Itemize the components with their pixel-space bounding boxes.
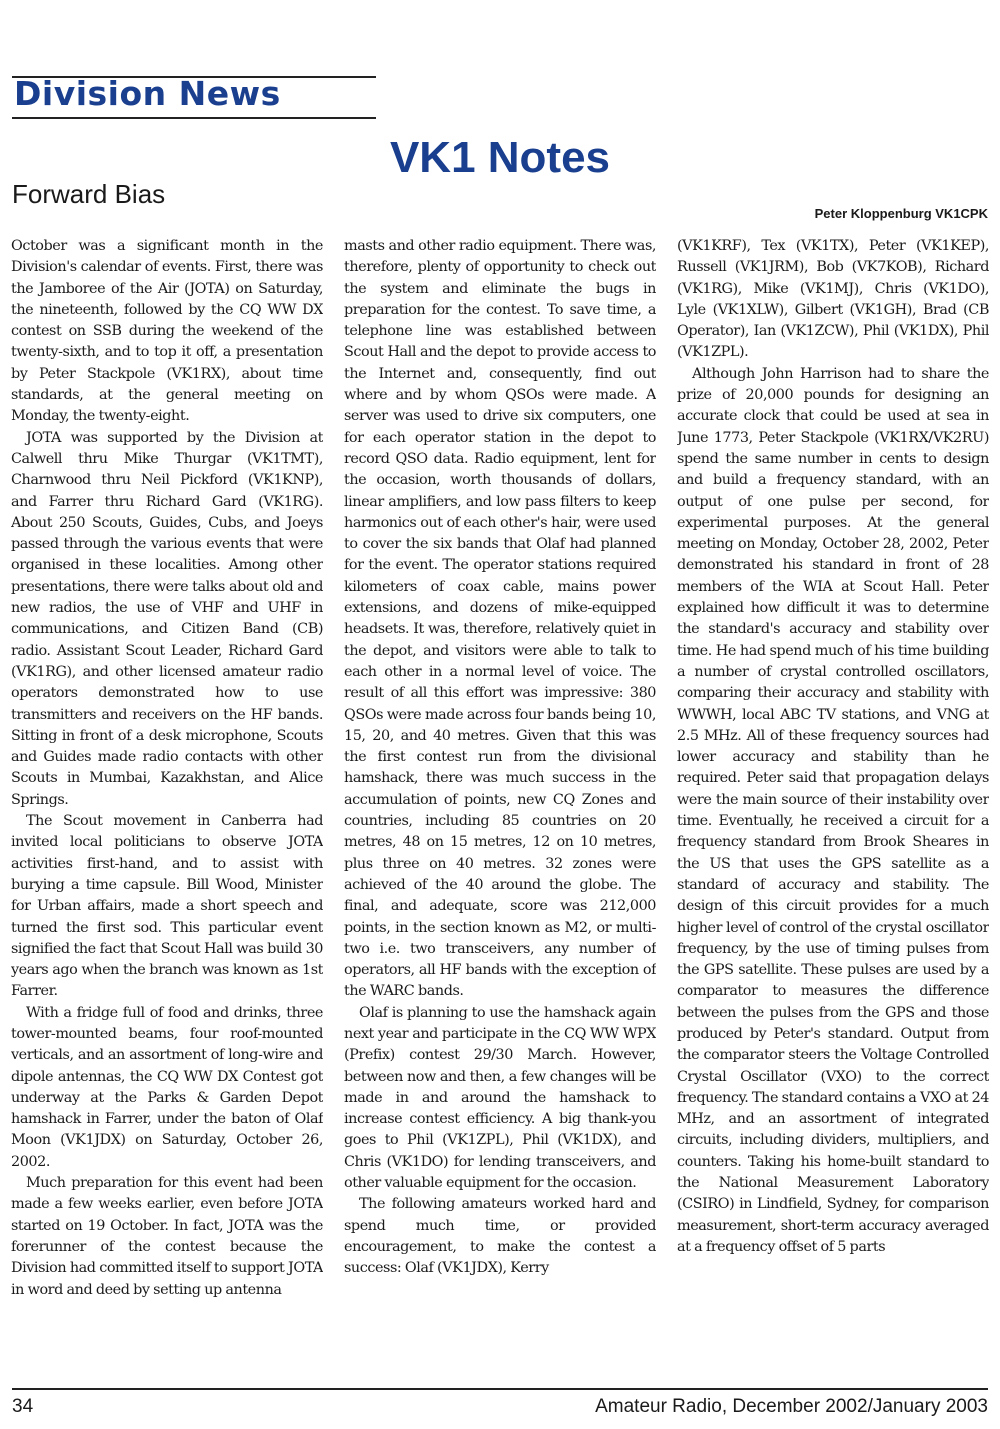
paragraph: With a fridge full of food and drinks, three tower-mounted beams, four roof-mounted verticals, and an assortment of long-wire and dipole antennas, the CQ WW DX Contest got underway at the Parks & Garden Depot hamshack in Farrer, under the baton of Olaf Moon (VK1JDX) on Saturday, October 26, 2002.	[11, 1004, 323, 1170]
paragraph: Olaf is planning to use the hamshack again next year and participate in the CQ WW WPX (Prefix) contest 29/30 March. However, between now and then, a few changes will be made in and around the hamshack to increase contest efficiency. A big thank-you goes to Phil (VK1ZPL), Phil (VK1DX), and Chris (VK1DO) for lending transceivers, and other valuable equipment for the occasion.	[344, 1004, 656, 1192]
article-subtitle: Forward Bias	[12, 179, 166, 209]
publication-footer: Amateur Radio, December 2002/January 2003	[595, 1396, 988, 1417]
header-rule-bottom	[12, 117, 376, 119]
paragraph: JOTA was supported by the Division at Calwell thru Mike Thurgar (VK1TMT), Charnwood thru Neil Pickford (VK1KNP), and Farrer thru Richard Gard (VK1RG). About 250 Scouts, Guides, Cubs, and Joeys passed through the various events that were organised in these localities. Among other presentations, there were talks about old and new radios, the use of VHF and UHF in communications, and Citizen Band (CB) radio. Assistant Scout Leader, Richard Gard (VK1RG), and other licensed amateur radio operators demonstrated how to use transmitters and receivers on the HF bands. Sitting in front of a desk microphone, Scouts and Guides made radio contacts with other Scouts in Mumbai, Kazakhstan, and Alice Springs.	[11, 429, 323, 808]
paragraph: (VK1KRF), Tex (VK1TX), Peter (VK1KEP), Russell (VK1JRM), Bob (VK7KOB), Richard (VK1RG), Mike (VK1MJ), Chris (VK1DO), Lyle (VK1XLW), Gilbert (VK1GH), Brad (CB Operator), Ian (VK1ZCW), Phil (VK1DX), Phil (VK1ZPL).	[677, 238, 989, 361]
paragraph: Much preparation for this event had been made a few weeks earlier, even before JOTA started on 19 October. In fact, JOTA was the forerunner of the contest because the Division had committed itself to support JOTA in word and deed by setting up antenna	[11, 1175, 323, 1298]
paragraph: The following amateurs worked hard and spend much time, or provided encouragement, to make the contest a success: Olaf (VK1JDX), Kerry	[344, 1196, 656, 1277]
paragraph: October was a significant month in the Division's calendar of events. First, there was the Jamboree of the Air (JOTA) on Saturday, the nineteenth, followed by the CQ WW DX contest on SSB during the weekend of the twenty-sixth, and to top it off, a presentation by Peter Stackpole (VK1RX), about time standards, at the general meeting on Monday, the twenty-eight.	[11, 238, 323, 425]
section-title: Division News	[14, 74, 281, 113]
text-column-1	[11, 236, 323, 1384]
article-title: VK1 Notes	[389, 133, 611, 182]
text-column-3	[677, 236, 989, 1384]
paragraph: The Scout movement in Canberra had invited local politicians to observe JOTA activities first-hand, and to assist with burying a time capsule. Bill Wood, Minister for Urban affairs, made a short speech and turned the first sod. This particular event signified the fact that Scout Hall was build 30 years ago when the branch was known as 1st Farrer.	[11, 813, 323, 1000]
paragraph: Although John Harrison had to share the prize of 20,000 pounds for designing an accurate clock that could be used at sea in June 1773, Peter Stackpole (VK1RX/VK2RU) spend the same number in cents to design and build a frequency standard, with an output of one pulse per second, for experimental purposes. At the general meeting on Monday, October 28, 2002, Peter demonstrated his standard in front of 28 members of the WIA at Scout Hall. Peter explained how difficult it was to determine the standard's accuracy and stability over time. He had spend much of his time building a number of crystal controlled oscillators, comparing their accuracy and stability with WWWH, local ABC TV stations, and VNG at 2.5 MHz. All of these frequency sources had lower accuracy and stability than he required. Peter said that propagation delays were the main source of their instability over time. Eventually, he received a circuit for a frequency standard from Brook Sheares in the US that uses the GPS satellite as a standard of accuracy and stability. The design of this circuit provides for a much higher level of control of the crystal oscillator frequency, by the use of timing pulses from the GPS satellite. These pulses are used by a comparator to measures the difference between the pulses from the GPS and those produced by Peter's standard. Output from the comparator steers the Voltage Controlled Crystal Oscillator (VXO) to the correct frequency. The standard contains a VXO at 24 MHz, and an assortment of integrated circuits, including dividers, multipliers, and counters. Taking his home-built standard to the National Measurement Laboratory (CSIRO) in Lindfield, Sydney, for comparison measurement, short-term accuracy averaged at a frequency offset of 5 parts	[677, 365, 989, 1255]
page-number: 34	[12, 1396, 34, 1417]
author-byline: Peter Kloppenburg VK1CPK	[814, 206, 988, 221]
footer-rule	[12, 1388, 988, 1390]
paragraph: masts and other radio equipment. There was, therefore, plenty of opportunity to check out the system and eliminate the bugs in preparation for the contest. To save time, a telephone line was established between Scout Hall and the depot to provide access to the Internet and, consequently, find out where and by whom QSOs were made. A server was used to drive six computers, one for each operator station in the depot to record QSO data. Radio equipment, lent for the occasion, worth thousands of dollars, linear amplifiers, and low pass filters to keep harmonics out of each other's hair, were used to cover the six bands that Olaf had planned for the event. The operator stations required kilometers of coax cable, mains power extensions, and dozens of mike-equipped headsets. It was, therefore, relatively quiet in the depot, and visitors were able to talk to each other in a normal level of voice. The result of all this effort was impressive: 380 QSOs were made across four bands being 10, 15, 20, and 40 metres. Given that this was the first contest run from the divisional hamshack, there was much success in the accumulation of points, new CQ Zones and countries, including 85 countries on 20 metres, 48 on 15 metres, 12 on 10 metres, plus three on 40 metres. 32 zones were achieved of the 40 around the globe. The final, and adequate, score was 212,000 points, in the section known as M2, or multi-two i.e. two transceivers, any number of operators, all HF bands with the exception of the WARC bands.	[344, 238, 656, 1000]
text-column-2	[344, 236, 656, 1384]
